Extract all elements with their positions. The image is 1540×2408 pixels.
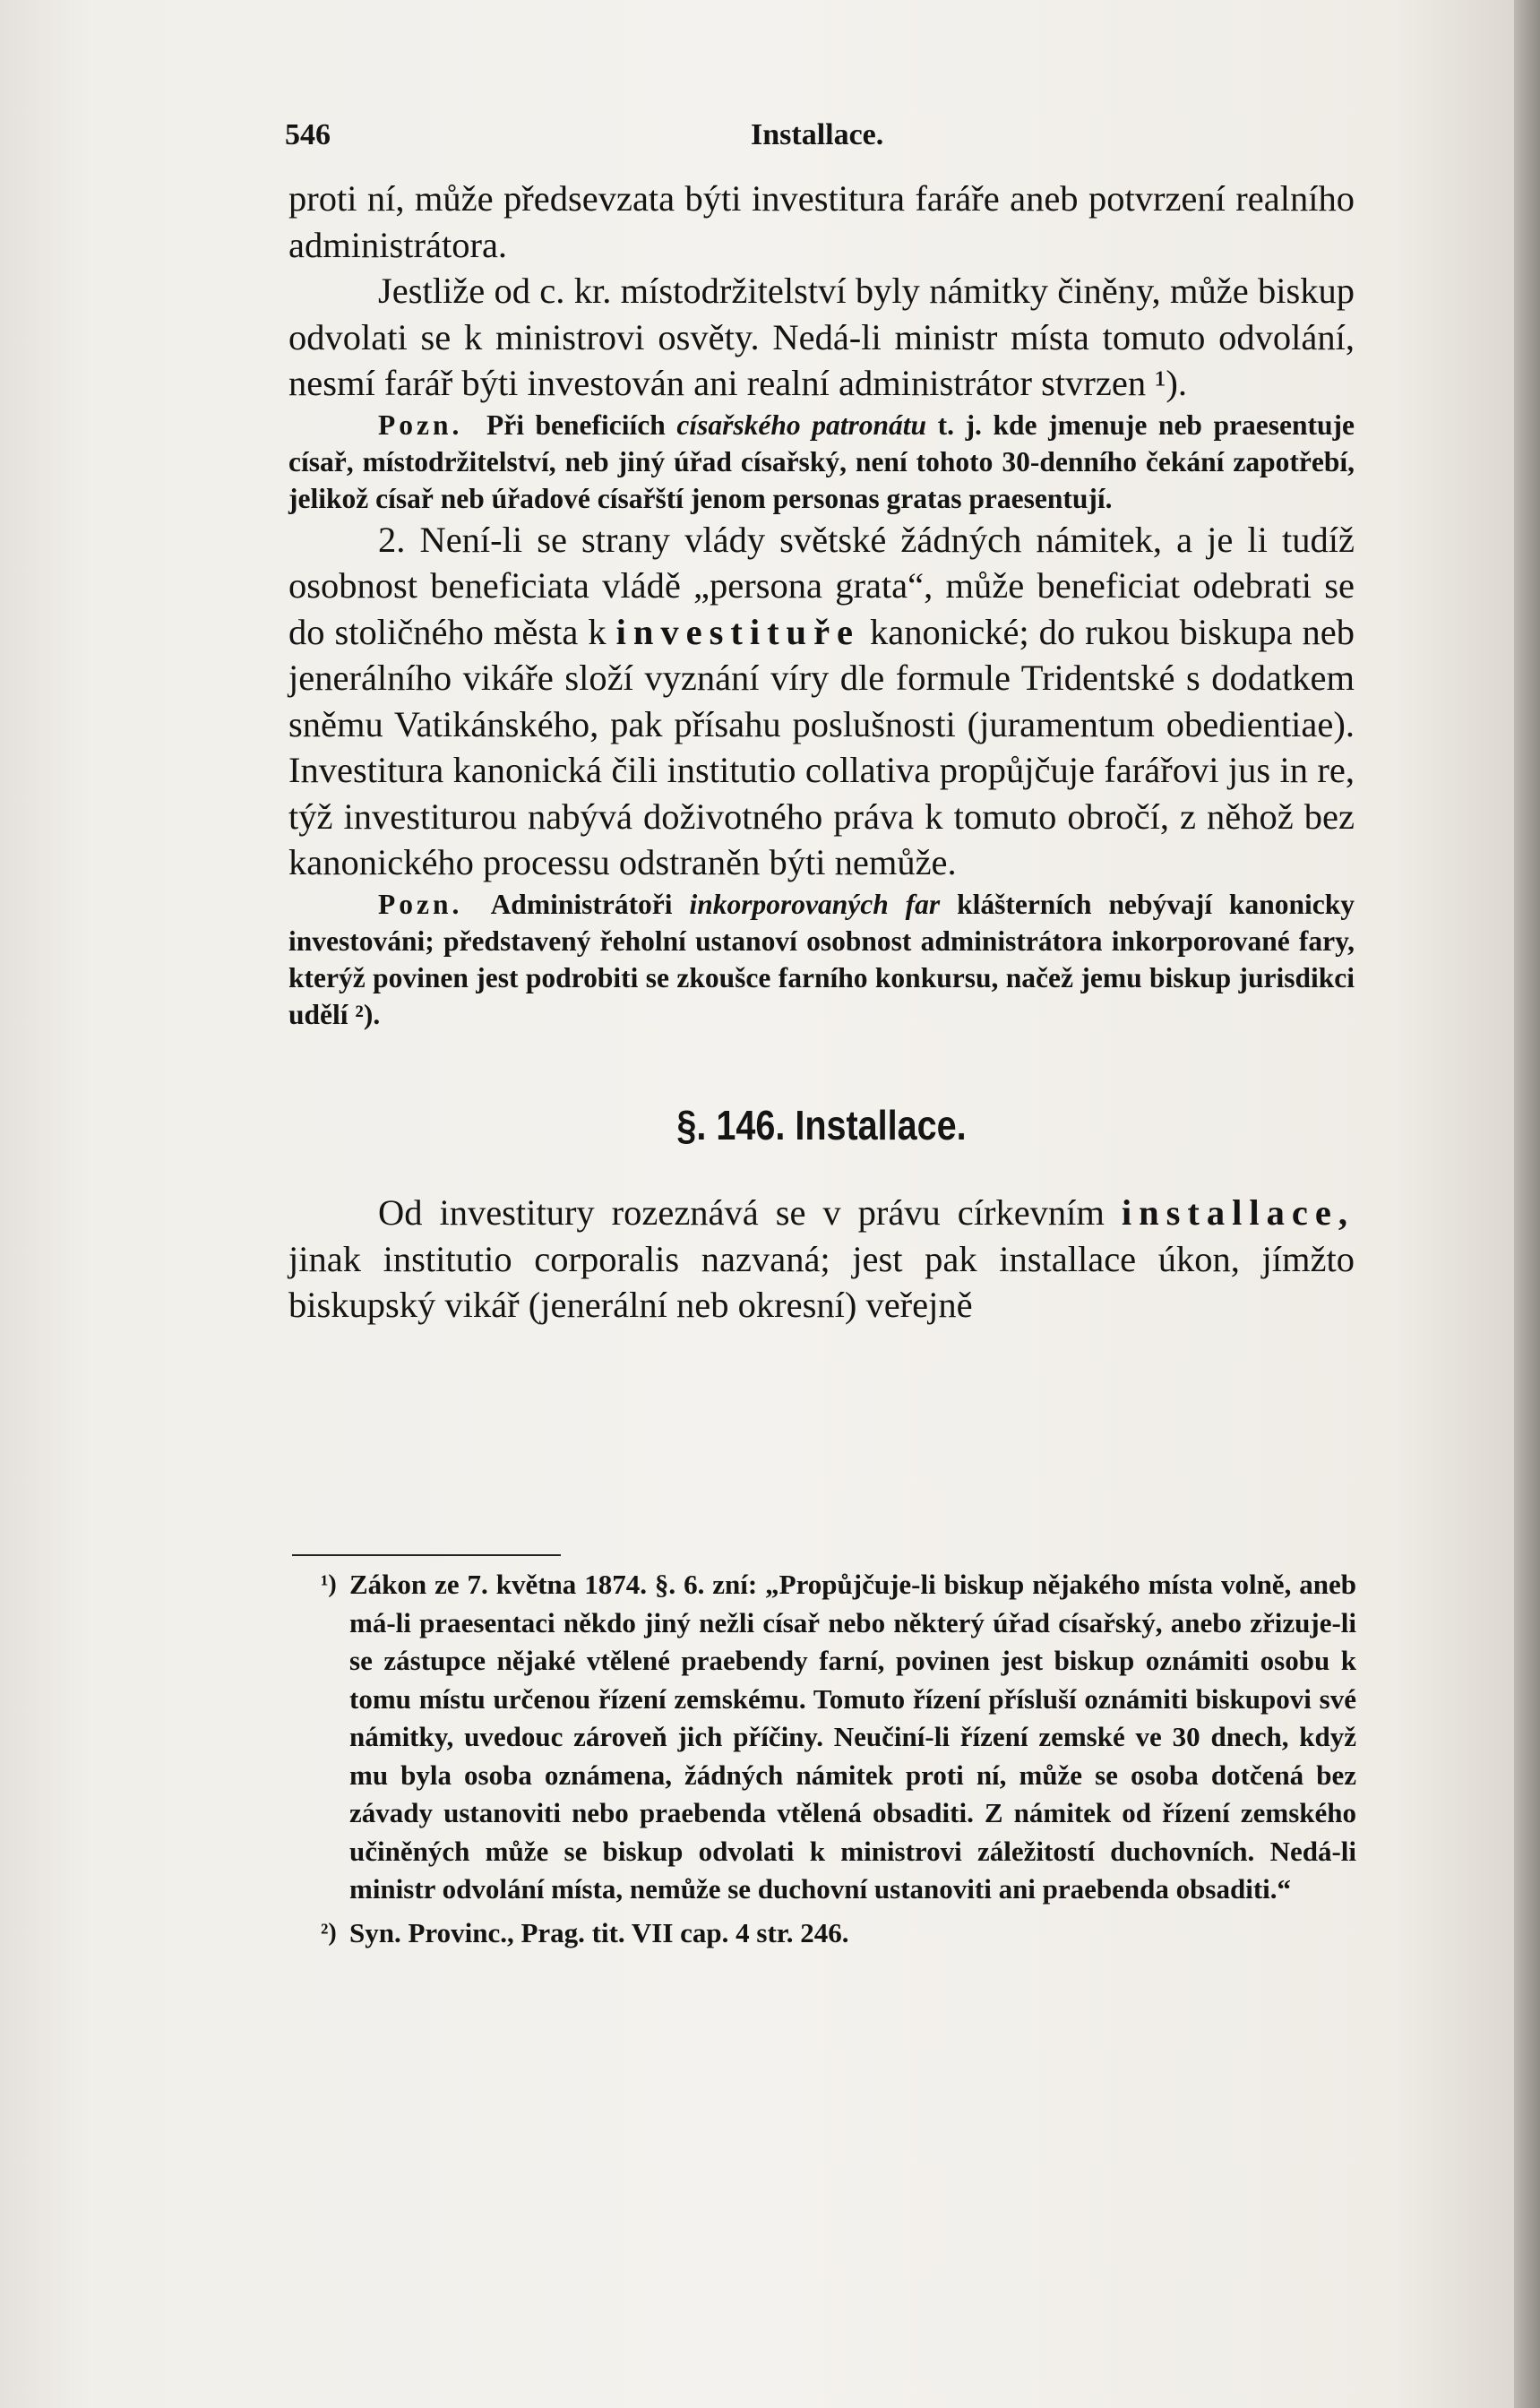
- footnote-2: [321, 1914, 1356, 1953]
- section-heading: §. 146. Installace.: [676, 1101, 967, 1148]
- footnote-text: Syn. Provinc., Prag. tit. VII cap. 4 str. 246.: [349, 1916, 849, 1948]
- note-2: [288, 886, 1355, 1033]
- note-text-after: klášterních nebývají kanonicky investováni; představený řeholní ustanoví osobnost administrátora inkorporované fary, kterýž povinen jest podrobiti se zkoušce farního konkursu, načež jemu biskup jurisdikci udělí ²).: [288, 888, 1355, 1030]
- footnotes: [321, 1566, 1356, 1952]
- paragraph-4-before: Od investitury rozeznává se v právu církevním: [378, 1192, 1105, 1233]
- paragraph-4-after: jinak institutio corporalis nazvaná; jest pak installace úkon, jímžto biskupský vikář (jenerální neb okresní) veřejně: [288, 1238, 1355, 1325]
- main-text: [288, 176, 1355, 1329]
- footnote-text: Zákon ze 7. května 1874. §. 6. zní: „Propůjčuje-li biskup nějakého místa volně, aneb má-li praesentaci někdo jiný nežli císař nebo některý úřad císařský, anebo zřizuje-li se zástupce nějaké vtělené praebendy farní, povinen jest biskup oznámiti osobu k tomu místu určenou řízení zemskému. Tomuto řízení přísluší oznámiti biskupovi své námitky, uvedouc zároveň jich příčiny. Neučiní-li řízení zemské ve 30 dnech, když mu byla osoba oznámena, žádných námitek proti ní, může se osoba dotčená bez závady ustanoviti nebo praebenda vtělená obsaditi. Z námitek od řízení zemského učiněných může se biskup odvolati k ministrovi záležitostí duchovních. Nedá-li ministr odvolání místa, nemůže se duchovní ustanoviti ani praebenda obsaditi.“: [349, 1569, 1356, 1905]
- paragraph-4: [288, 1190, 1355, 1329]
- paragraph-1: proti ní, může předsevzata býti investitura faráře aneb potvrzení realního administrátora.: [288, 178, 1355, 265]
- running-title: Installace.: [751, 118, 884, 151]
- note-text-before: Administrátoři: [490, 888, 673, 920]
- note-label: Pozn.: [378, 408, 463, 441]
- paragraph-2: Jestliže od c. kr. místodržitelství byly námitky činěny, může biskup odvolati se k ministrovi osvěty. Nedá-li ministr místa tomuto odvolání, nesmí farář býti investován ani realní administrátor stvrzen ¹).: [288, 271, 1355, 403]
- footnote-rule: [292, 1554, 561, 1556]
- paragraph-3: [288, 517, 1355, 886]
- note-italic: inkorporovaných far: [689, 888, 941, 920]
- footnote-marker: ¹): [321, 1570, 337, 1598]
- note-1: [288, 407, 1355, 517]
- footnote-marker: ²): [321, 1918, 337, 1947]
- paragraph-3-after: kanonické; do rukou biskupa neb jenerálního vikáře složí vyznání víry dle formule Tridentské s dodatkem sněmu Vatikánského, pak přísahu poslušnosti (juramentum obedientiae). Investitura kanonická čili institutio collativa propůjčuje farářovi jus in re, týž investiturou nabývá doživotného práva k tomuto obročí, z něhož bez kanonického processu odstraněn býti nemůže.: [288, 611, 1355, 882]
- paragraph-4-spaced: installace,: [1121, 1192, 1355, 1233]
- paragraph-3-before: 2. Není-li se strany vlády světské žádných námitek, a je li tudíž osobnost beneficiata vládě „persona grata“, může beneficiat odebrati se do stoličného města k: [288, 519, 1355, 652]
- note-label: Pozn.: [378, 888, 463, 920]
- page-edge: [1514, 0, 1540, 2408]
- running-header: [285, 118, 1360, 163]
- note-text-before: Při beneficiích: [486, 408, 666, 441]
- page-number: 546: [285, 118, 331, 151]
- paragraph-3-spaced: investituře: [615, 611, 861, 652]
- note-italic: císařského patronátu: [676, 408, 927, 441]
- note-text-after: t. j. kde jmenuje neb praesentuje císař, místodržitelství, neb jiný úřad císařský, není tohoto 30-denního čekání zapotřebí, jelikož císař neb úřadové císařští jenom personas gratas praesentují.: [288, 408, 1355, 514]
- footnote-1: [321, 1566, 1356, 1909]
